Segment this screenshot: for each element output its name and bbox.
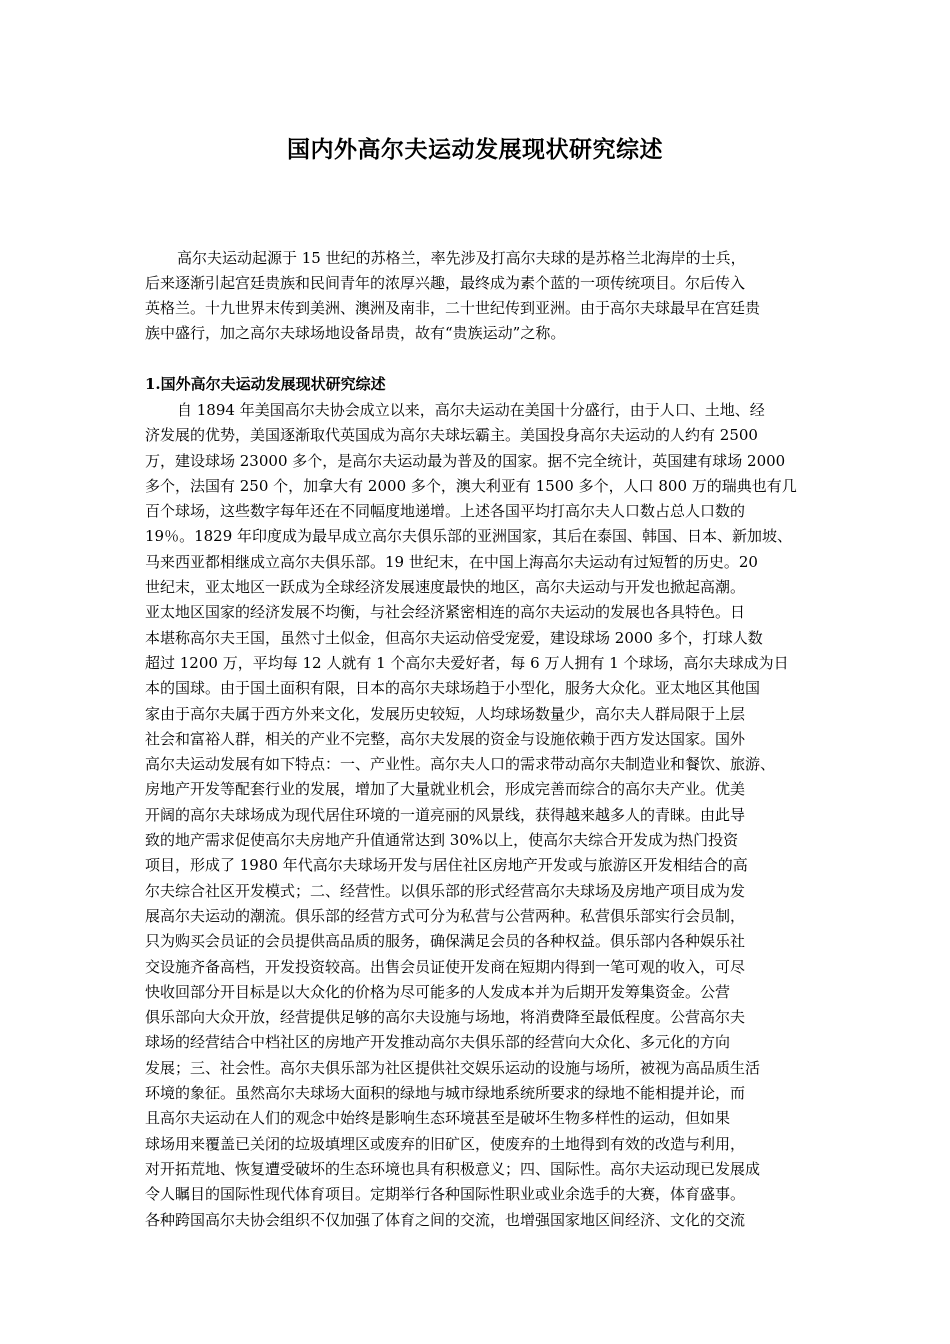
body-line: 家由于高尔夫属于西方外来文化，发展历史较短，人均球场数量少，高尔夫人群局限于上层 <box>145 704 746 723</box>
body-line: 俱乐部向大众开放，经营提供足够的高尔夫设施与场地，将消费降至最低程度。公营高尔夫 <box>145 1008 746 1027</box>
body-line: 球场的经营结合中档社区的房地产开发推动高尔夫俱乐部的经营向大众化、多元化的方向 <box>145 1033 731 1052</box>
body-line: 社会和富裕人群，相关的产业不完整，高尔夫发展的资金与设施依赖于西方发达国家。国外 <box>145 729 746 748</box>
body-line: 发展；三、社会性。高尔夫俱乐部为社区提供社交娱乐运动的设施与场所，被视为高品质生活 <box>145 1058 761 1077</box>
body-line: 万，建设球场 23000 多个，是高尔夫运动最为普及的国家。据不完全统计，英国建有球场 2000 <box>145 451 786 470</box>
body-line: 19％。1829 年印度成为最早成立高尔夫俱乐部的亚洲国家，其后在泰国、韩国、日本、新加坡、 <box>145 527 793 546</box>
body-line: 济发展的优势，美国逐渐取代英国成为高尔夫球坛霸主。美国投身高尔夫运动的人约有 2500 <box>145 426 758 445</box>
body-line: 致的地产需求促使高尔夫房地产升值通常达到 30%以上，使高尔夫综合开发成为热门投资 <box>145 831 739 850</box>
body-line: 展高尔夫运动的潮流。俱乐部的经营方式可分为私营与公营两种。私营俱乐部实行会员制， <box>145 906 746 925</box>
body-line: 超过 1200 万，平均每 12 人就有 1 个高尔夫爱好者，每 6 万人拥有 1 个球场，高尔夫球成为日 <box>145 653 789 672</box>
intro-line: 英格兰。十九世界末传到美洲、澳洲及南非，二十世纪传到亚洲。由于高尔夫球最早在宫廷贵 <box>145 299 761 317</box>
body-line: 本的国球。由于国土面积有限，日本的高尔夫球场趋于小型化，服务大众化。亚太地区其他国 <box>145 679 761 698</box>
body-line: 环境的象征。虽然高尔夫球场大面积的绿地与城市绿地系统所要求的绿地不能相提并论，而 <box>145 1084 746 1103</box>
body-line: 令人瞩目的国际性现代体育项目。定期举行各种国际性职业或业余选手的大赛，体育盛事。 <box>145 1185 746 1204</box>
body-line: 且高尔夫运动在人们的观念中始终是影响生态环境甚至是破坏生物多样性的运动，但如果 <box>145 1109 731 1128</box>
body-line: 本堪称高尔夫王国，虽然寸土似金，但高尔夫运动倍受宠爱，建设球场 2000 多个，打球人数 <box>145 628 763 647</box>
body-line: 房地产开发等配套行业的发展，增加了大量就业机会，形成完善而综合的高尔夫产业。优美 <box>145 780 746 799</box>
body-line: 马来西亚都相继成立高尔夫俱乐部。19 世纪末，在中国上海高尔夫运动有过短暂的历史。20 <box>145 552 758 571</box>
body-line: 项目，形成了 1980 年代高尔夫球场开发与居住社区房地产开发或与旅游区开发相结合的高 <box>145 856 748 875</box>
body-line: 快收回部分开目标是以大众化的价格为尽可能多的人发成本并为后期开发筹集资金。公营 <box>145 982 731 1001</box>
body-line: 开阔的高尔夫球场成为现代居住环境的一道亮丽的风景线，获得越来越多人的青睐。由此导 <box>145 805 746 824</box>
body-line: 各种跨国高尔夫协会组织不仅加强了体育之间的交流，也增强国家地区间经济、文化的交流 <box>145 1210 746 1229</box>
intro-line: 高尔夫运动起源于 15 世纪的苏格兰，率先涉及打高尔夫球的是苏格兰北海岸的士兵， <box>177 249 746 267</box>
section-body-paragraph <box>145 398 810 1233</box>
intro-line: 族中盛行，加之高尔夫球场地设备昂贵，故有“贵族运动”之称。 <box>145 324 566 342</box>
document-title: 国内外高尔夫运动发展现状研究综述 <box>287 136 663 163</box>
body-line: 世纪末，亚太地区一跃成为全球经济发展速度最快的地区，高尔夫运动与开发也掀起高潮。 <box>145 578 746 597</box>
body-line: 尔夫综合社区开发模式；二、经营性。以俱乐部的形式经营高尔夫球场及房地产项目成为发 <box>145 881 746 900</box>
body-line: 亚太地区国家的经济发展不均衡，与社会经济紧密相连的高尔夫运动的发展也各具特色。日 <box>145 603 746 622</box>
intro-line: 后来逐渐引起宫廷贵族和民间青年的浓厚兴趣，最终成为素个蓝的一项传统项目。尔后传入 <box>145 274 746 292</box>
section-heading: 1.国外高尔夫运动发展现状研究综述 <box>145 375 386 393</box>
body-line: 球场用来覆盖已关闭的垃圾填埋区或废弃的旧矿区，使废弃的土地得到有效的改造与利用， <box>145 1134 746 1153</box>
body-line: 百个球场，这些数字每年还在不同幅度地递增。上述各国平均打高尔夫人口数占总人口数的 <box>145 502 746 521</box>
body-line: 只为购买会员证的会员提供高品质的服务，确保满足会员的各种权益。俱乐部内各种娱乐社 <box>145 932 746 951</box>
body-line: 多个，法国有 250 个，加拿大有 2000 多个，澳大利亚有 1500 多个，人口 800 万的瑞典也有几 <box>145 476 797 495</box>
intro-paragraph <box>145 246 810 346</box>
body-line: 高尔夫运动发展有如下特点：一、产业性。高尔夫人口的需求带动高尔夫制造业和餐饮、旅游、 <box>145 755 776 774</box>
body-line: 对开拓荒地、恢复遭受破坏的生态环境也具有积极意义；四、国际性。高尔夫运动现已发展成 <box>145 1159 761 1178</box>
body-line: 自 1894 年美国高尔夫协会成立以来，高尔夫运动在美国十分盛行，由于人口、土地、经 <box>177 401 765 419</box>
body-line: 交设施齐备高档，开发投资较高。出售会员证使开发商在短期内得到一笔可观的收入，可尽 <box>145 957 746 976</box>
